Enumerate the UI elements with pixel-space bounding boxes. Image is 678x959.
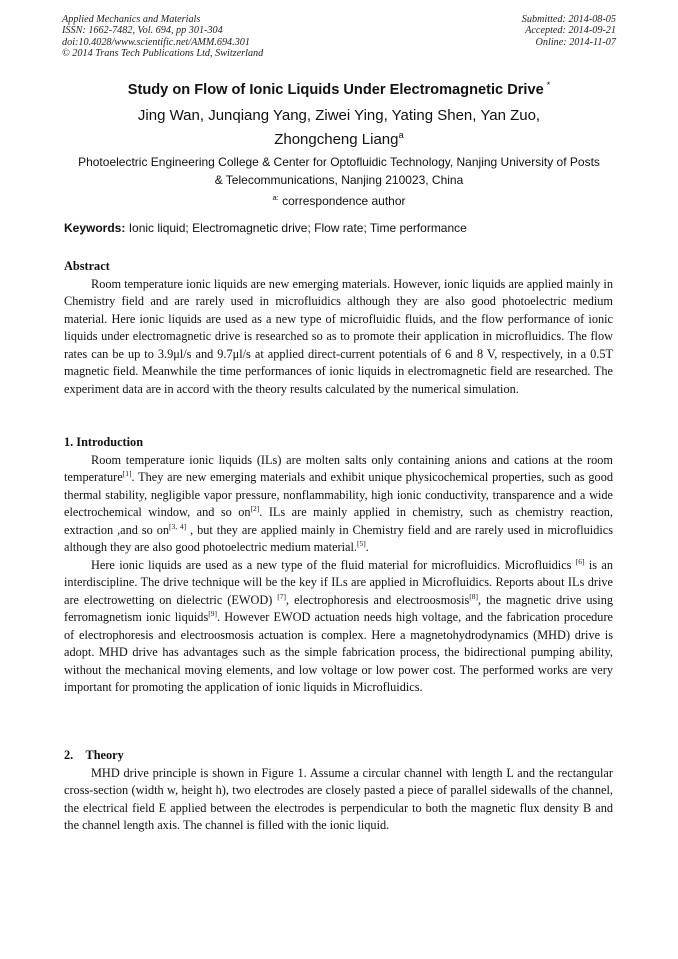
intro-p1-text-1: Room temperature ionic liquids (ILs) are molten salts only containing anions and cations at the room temperature — [64, 452, 613, 484]
intro-p2-text-5: . However EWOD actuation needs high voltage, and the fabrication procedure of electrophoresis and electroosmosis actuation is complex. Here a magnetohydrodynamics (MHD) drive is adopt. MHD drive has advantages such as the simple fabrication process, the bidirectional pumping ability, without the mechanical moving elements, and low voltage or low power cost. The performed works are very important for promoting the application of ionic liquids in Microfluidics. — [64, 610, 614, 694]
intro-p1-text-5: . — [365, 540, 369, 554]
citation-3-4: [3, 4] — [169, 521, 187, 531]
citation-9: [9] — [208, 608, 217, 618]
submitted-date: Submitted: 2014-08-05 — [521, 14, 616, 25]
intro-p2-text-3: , electrophoresis and electroosmosis — [286, 592, 470, 607]
citation-2: [2] — [250, 503, 260, 513]
affiliation-line-1: Photoelectric Engineering College & Center for Optofluidic Technology, Nanjing University of Posts — [78, 155, 600, 169]
intro-p1-text-2: . They are new emerging materials and exhibit unique physicochemical properties, such as good thermal stability, negligible vapor pressure, nonflammability, high ionic conductivity, transparence and a wide electrochemical window, and so on — [64, 470, 613, 519]
keywords — [64, 221, 624, 235]
journal-doi: doi:10.4028/www.scientific.net/AMM.694.301 — [62, 36, 250, 48]
keywords-label: Keywords: — [64, 221, 126, 235]
intro-p1-text-3: . ILs are mainly applied in chemistry, such as chemistry reaction, extraction ,and so on — [64, 505, 613, 537]
theory-section — [64, 747, 613, 835]
paper-title — [40, 80, 638, 98]
author-affiliation-mark: a — [398, 130, 404, 141]
journal-issn: ISSN: 1662-7482, Vol. 694, pp 301-304 — [62, 25, 223, 37]
intro-p2-text-2: is an interdiscipline. The drive technique will be the key if ILs are applied in Microfluidics. Reports about ILs drive are electrowetting on dielectric (EWOD) — [64, 557, 613, 607]
citation-5: [5] — [356, 538, 366, 548]
correspondence-mark: a: — [272, 193, 279, 202]
theory-heading: 2. Theory — [64, 748, 124, 762]
journal-copyright: © 2014 Trans Tech Publications Ltd, Switzerland — [62, 48, 264, 60]
introduction-paragraph-1 — [64, 452, 613, 557]
introduction-paragraph-2 — [64, 557, 613, 697]
introduction-heading: 1. Introduction — [64, 435, 144, 449]
affiliation-line-2: & Telecommunications, Nanjing 210023, China — [214, 173, 464, 187]
citation-7: [7] — [277, 591, 287, 601]
keywords-text: Ionic liquid; Electromagnetic drive; Flow rate; Time performance — [125, 221, 467, 235]
intro-p2-text-1: Here ionic liquids are used as a new type of the fluid material for microfluidics. Microfluidics — [91, 557, 576, 572]
authors-line-2 — [40, 126, 638, 150]
journal-header — [62, 14, 263, 60]
abstract-section — [64, 258, 613, 398]
author-list — [40, 106, 638, 150]
online-date: Online: 2014-11-07 — [535, 36, 616, 48]
dates-header — [522, 14, 616, 48]
journal-name: Applied Mechanics and Materials — [62, 14, 201, 25]
authors-line-1: Jing Wan, Junqiang Yang, Ziwei Ying, Yating Shen, Yan Zuo, — [137, 107, 541, 124]
affiliation — [40, 153, 638, 210]
correspondence-note: correspondence author — [278, 194, 406, 208]
intro-p2-text-4: , the magnetic drive using ferromagnetism ionic liquids — [64, 592, 613, 624]
intro-p1-text-4: , but they are applied mainly in Chemistry field and are rarely used in microfluidics although they are also good photoelectric medium material. — [64, 522, 614, 554]
affiliation-line-3 — [40, 189, 638, 210]
theory-text: MHD drive principle is shown in Figure 1. Assume a circular channel with length L and the rectangular cross-section (width w, height h), two electrodes are closely pasted a piece of parallel sidewalls of the channel, the electrical field E applied between the electrodes is perpendicular to both the magnetic flux density B and the channel length axis. The channel is filled with the ionic liquid. — [64, 765, 613, 832]
abstract-text: Room temperature ionic liquids are new emerging materials. However, ionic liquids are applied mainly in Chemistry field and are rarely used in microfluidics although they are also good photoelectric medium material. Here ionic liquids are used as a new type of microfluidic fluids, and the flow performance of ionic liquids under electromagnetic drive is researched so as to promote their application in microfluidics. The flow rates can be up to 3.9μl/s and 9.7μl/s at applied direct-current potentials of 6 and 8 V, respectively, in a 0.5T magnetic field. Meanwhile the time performances of ionic liquids in electromagnetic field are researched. The experiment data are in accord with the theory results calculated by the numerical simulation. — [64, 276, 613, 396]
accepted-date: Accepted: 2014-09-21 — [525, 25, 616, 37]
paper-title-text: Study on Flow of Ionic Liquids Under Electromagnetic Drive — [127, 81, 544, 98]
citation-8: [8] — [469, 591, 479, 601]
corresponding-author: Zhongcheng Liang — [274, 131, 399, 148]
citation-1: [1] — [122, 468, 132, 478]
title-footnote-mark: * — [546, 80, 551, 90]
introduction-section — [64, 434, 613, 697]
citation-6: [6] — [575, 556, 585, 566]
abstract-heading: Abstract — [64, 259, 110, 273]
